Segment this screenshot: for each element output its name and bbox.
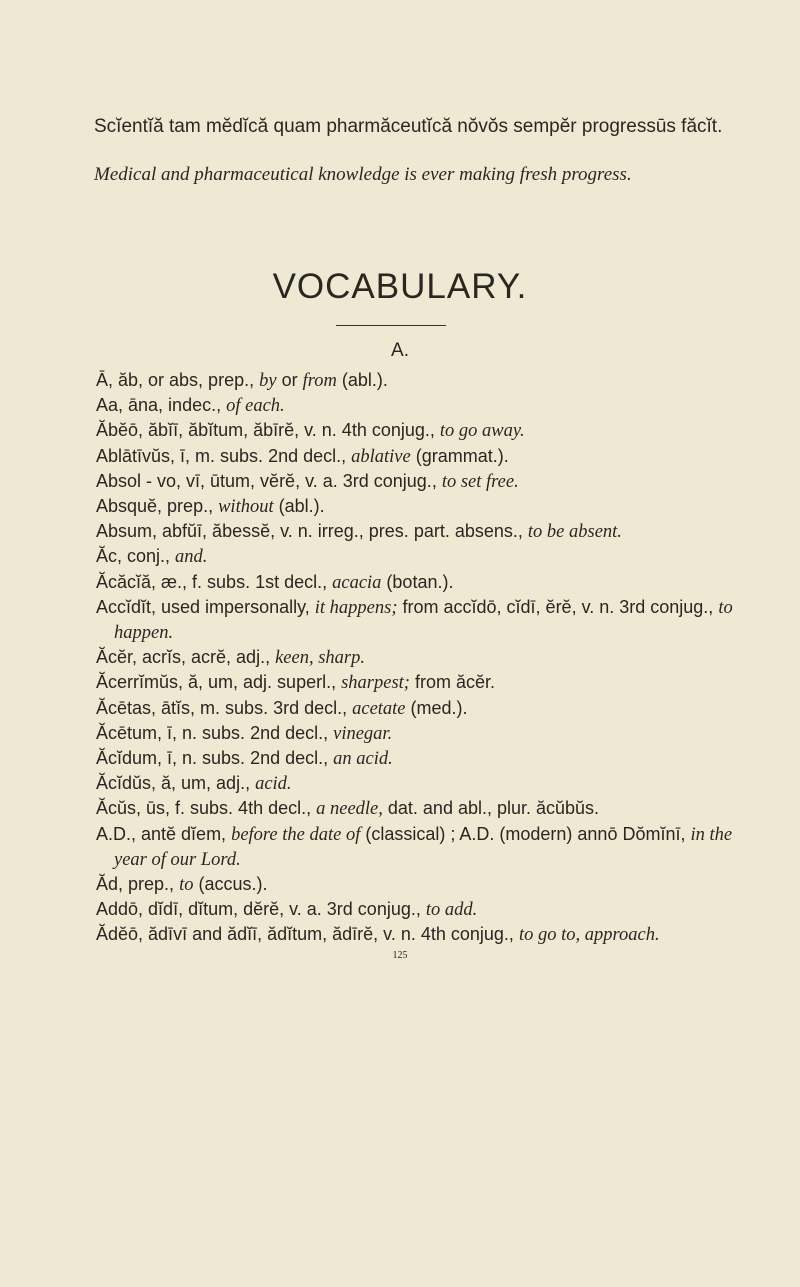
entry-latin: A.D., antĕ dĭem, — [96, 823, 232, 844]
motto-latin: Scĭentĭă tam mĕdĭcă quam pharmăceutĭcă nŏvŏs sempĕr progressūs făcĭt. — [94, 116, 723, 137]
entry-latin: Ăcĭdum, ī, n. subs. 2nd decl., — [96, 748, 334, 769]
entry-latin-mid: from accĭdō, cĭdī, ĕrĕ, v. n. 3rd conjug., — [397, 596, 719, 617]
vocab-entry — [96, 570, 736, 595]
entry-english: vinegar. — [333, 723, 393, 744]
vocab-entry — [96, 418, 736, 443]
entry-latin: Ăcĕr, acrĭs, acrĕ, adj., — [96, 647, 276, 668]
entry-latin: Ăcerrĭmŭs, ă, um, adj. superl., — [96, 672, 342, 693]
vocab-entry — [96, 519, 736, 544]
vocab-entry — [96, 368, 736, 393]
entry-english: to add. — [425, 900, 478, 921]
entry-latin-mid: or — [276, 370, 303, 390]
entry-latin: Addō, dĭdī, dĭtum, dĕrĕ, v. a. 3rd conjug., — [96, 899, 426, 920]
entry-latin-mid: (classical) ; A.D. (modern) annō Dŏmĭnī, — [360, 823, 691, 844]
entry-latin: Ā, ăb, or abs, prep., — [96, 370, 260, 390]
entry-english: to — [179, 875, 194, 896]
entry-english: to go to, approach. — [518, 925, 660, 946]
entry-latin: Absquĕ, prep., — [96, 496, 219, 517]
entry-latin: Ăd, prep., — [96, 874, 180, 895]
entry-english-2: in the year of our Lord. — [114, 824, 733, 870]
vocab-entry — [96, 670, 736, 695]
entry-latin: Aa, āna, indec., — [96, 395, 227, 416]
entry-latin-tail: (botan.). — [381, 571, 454, 592]
vocab-entry — [96, 645, 736, 670]
vocab-entry — [96, 696, 736, 721]
entry-latin: Ăcăcĭă, æ., f. subs. 1st decl., — [96, 571, 333, 592]
entry-english: acetate — [352, 698, 406, 719]
entry-latin: Absol - vo, vī, ūtum, vĕrĕ, v. a. 3rd conjug., — [96, 470, 442, 491]
vocab-entry — [96, 872, 736, 897]
entry-english: a needle, — [316, 799, 383, 820]
vocabulary-list — [96, 368, 736, 948]
entry-english: an acid. — [333, 749, 393, 770]
entry-latin: Accĭdĭt, used impersonally, — [96, 596, 315, 617]
entry-latin-mid: dat. and abl., plur. ăcŭbŭs. — [382, 798, 600, 819]
entry-latin-tail: (med.). — [405, 697, 468, 718]
entry-english: sharpest; — [341, 673, 410, 694]
vocab-entry — [96, 897, 736, 922]
entry-english: before the date of — [231, 824, 361, 845]
entry-english: to go away. — [439, 421, 525, 442]
entry-english: ablative — [351, 446, 411, 467]
motto-english: Medical and pharmaceutical knowledge is ever making fresh progress. — [94, 164, 632, 185]
vocab-entry — [96, 494, 736, 519]
entry-latin: Ăcŭs, ūs, f. subs. 4th decl., — [96, 798, 317, 819]
entry-latin: Ăcĭdŭs, ă, um, adj., — [96, 773, 256, 794]
entry-latin: Ăcētum, ī, n. subs. 2nd decl., — [96, 722, 334, 743]
entry-latin-tail: (abl.). — [273, 496, 325, 517]
vocab-entry — [96, 796, 736, 821]
entry-latin: Ăcētas, ātĭs, m. subs. 3rd decl., — [96, 697, 353, 718]
entry-english-2: to happen. — [114, 597, 733, 644]
entry-latin-tail: (grammat.). — [410, 445, 509, 466]
entry-english: acid. — [255, 774, 292, 795]
entry-english: without — [218, 497, 274, 518]
vocab-entry — [96, 721, 736, 746]
vocab-entry — [96, 544, 736, 569]
entry-latin-tail: (accus.). — [193, 874, 268, 895]
vocab-entry — [96, 595, 736, 645]
entry-english: of each. — [226, 396, 285, 417]
vocab-entry — [96, 393, 736, 418]
entry-english: to set free. — [441, 471, 519, 492]
entry-latin: Ablātīvŭs, ī, m. subs. 2nd decl., — [96, 445, 352, 466]
entry-english: and. — [175, 547, 208, 568]
entry-english: by — [259, 371, 277, 391]
entry-latin-tail: (abl.). — [336, 370, 388, 390]
entry-latin: Ădĕō, ădīvī and ădĭī, ădĭtum, ădīrĕ, v. n. 4th conjug., — [96, 924, 519, 945]
vocab-entry — [96, 746, 736, 771]
page-title: VOCABULARY. — [272, 267, 528, 306]
entry-latin-mid: from ăcĕr. — [409, 672, 495, 693]
vocab-entry — [96, 469, 736, 494]
entry-english: keen, sharp. — [275, 648, 365, 669]
entry-english-2: from — [302, 371, 337, 391]
vocab-entry — [96, 771, 736, 796]
page-number: 125 — [392, 949, 408, 961]
vocab-entry — [96, 922, 736, 947]
section-letter: A. — [391, 340, 409, 361]
entry-latin: Ăbĕō, ăbĭī, ăbĭtum, ăbīrĕ, v. n. 4th conjug., — [96, 420, 440, 441]
entry-english: it happens; — [314, 597, 398, 618]
vocab-entry — [96, 822, 736, 872]
entry-english: acacia — [332, 572, 382, 593]
entry-english: to be absent. — [527, 522, 622, 543]
entry-latin: Ăc, conj., — [96, 546, 176, 567]
entry-latin: Absum, abfŭī, ăbessĕ, v. n. irreg., pres. part. absens., — [96, 521, 528, 542]
vocab-entry — [96, 444, 736, 469]
divider-rule — [336, 325, 446, 326]
